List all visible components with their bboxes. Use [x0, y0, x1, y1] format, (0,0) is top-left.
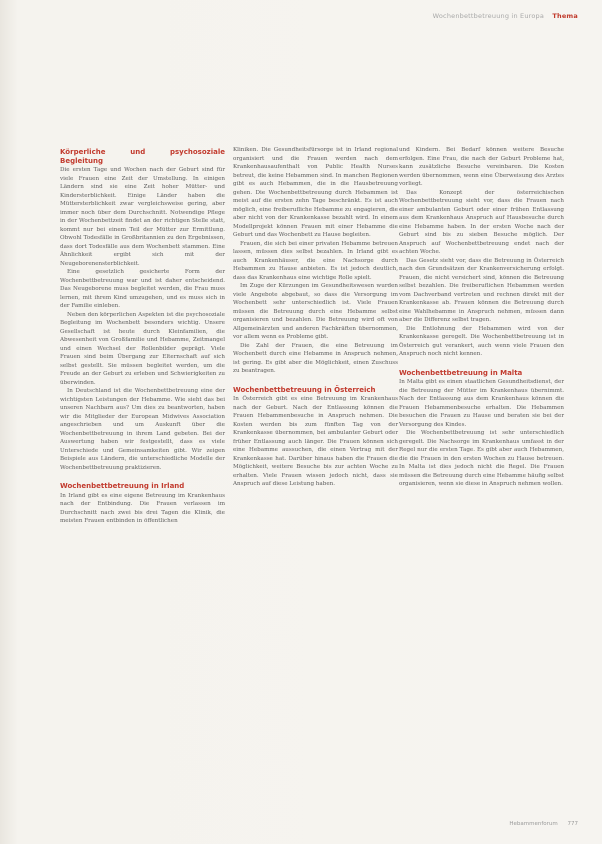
footer-journal: Hebammenforum	[509, 821, 558, 827]
section-heading-oesterreich: Wochenbettbetreuung in Österreich	[233, 385, 376, 394]
paragraph: Die Wochenbettbetreuung ist sehr unterschiedlich geregelt. Die Nachsorge im Krankenhaus umfasst in der Regel nur die ersten Tage. Es gibt aber auch Hebammen, die die Frauen in den ersten Wochen zu Hause betreuen. In Malta ist dies jedoch nicht die Regel. Die Frauen müssen die Betreuung durch eine Hebamme häufig selbst organisieren, wenn sie diese in Anspruch nehmen wollen.	[399, 430, 564, 487]
column-1	[60, 148, 225, 526]
running-head	[433, 12, 578, 20]
paragraph: Das Konzept der österreichischen Wochenbettbetreuung sieht vor, dass die Frauen nach einer ambulanten Geburt oder einer frühen Entlassung aus dem Krankenhaus Anspruch auf Hausbesuche durch eine Hebamme haben. In der ersten Woche nach der Geburt sind bis zu sieben Besuche möglich. Der Anspruch auf Wochenbettbetreuung endet nach der achten Woche.	[399, 189, 564, 255]
page-number: 777	[567, 821, 578, 827]
paragraph: Frauen, die sich bei einer privaten Hebamme betreuen lassen, müssen dies selbst bezahlen. In Irland gibt es auch Krankenhäuser, die eine Nachsorge durch Hebammen zu Hause anbieten. Es ist jedoch deutlich, dass das Krankenhaus eine wichtige Rolle spielt.	[233, 240, 398, 281]
section-heading-begleitung: Körperliche und psychosoziale Begleitung	[60, 148, 225, 165]
paragraph: Neben den körperlichen Aspekten ist die psychosoziale Begleitung im Wochenbett besonders wichtig. Unsere Gesellschaft ist heute durch Kleinfamilien, die Abwesenheit von Großfamilie und Hebamme, Zeitmangel und einen Wechsel der Rollenbilder geprägt. Viele Frauen sind beim Übergang zur Elternschaft auf sich selbst gestellt. Sie müssen begleitet werden, um die Freude an der Geburt zu erleben und Schwierigkeiten zu überwinden.	[60, 311, 225, 386]
running-head-title: Wochenbettbetreuung in Europa	[432, 12, 545, 20]
paragraph: Kliniken. Die Gesundheitsfürsorge ist in Irland regional organisiert und die Frauen werden nach dem Krankenhausaufenthalt von Public Health Nurses betreut, die keine Hebammen sind. In manchen Regionen gibt es auch Hebammen, die in die Hausbetreuung gehen. Die Wochenbettbetreuung durch Hebammen ist meist auf die ersten zehn Tage beschränkt. Es ist auch möglich, eine freiberufliche Hebamme zu engagieren, die aber nicht von der Krankenkasse bezahlt wird. In einem Modellprojekt können Frauen mit einer Hebamme die Geburt und das Wochenbett zu Hause begleiten.	[233, 147, 398, 238]
paragraph: In Deutschland ist die Wochenbettbetreuung eine der wichtigsten Leistungen der Hebamme. Wie sieht das bei unseren Nachbarn aus? Um dies zu beantworten, haben wir die Mitglieder der European Midwives Association angeschrieben und um Auskunft über die Wochenbettbetreuung in ihrem Land gebeten. Bei der Auswertung haben wir festgestellt, dass es viele Unterschiede und Gemeinsamkeiten gibt. Wir zeigen Beispiele aus Ländern, die unterschiedliche Modelle der Wochenbettbetreuung praktizieren.	[60, 388, 225, 471]
paragraph: In Malta gibt es einen staatlichen Gesundheitsdienst, der die Betreuung der Mütter im Krankenhaus übernimmt. Nach der Entlassung aus dem Krankenhaus können die Frauen Hebammenbesuche erhalten. Die Hebammen besuchen die Frauen zu Hause und beraten sie bei der Versorgung des Kindes.	[399, 379, 564, 428]
running-head-section: Thema	[552, 12, 578, 20]
page-footer	[509, 821, 578, 827]
paragraph: In Irland gibt es eine eigene Betreuung im Krankenhaus nach der Entbindung. Die Frauen verlassen im Durchschnitt nach zwei bis drei Tagen die Klinik, die meisten Frauen entbinden in öffentlichen	[60, 492, 225, 524]
paragraph: Die Entlohnung der Hebammen wird von der Krankenkasse geregelt. Die Wochenbettbetreuung ist in Österreich gut verankert, auch wenn viele Frauen den Anspruch noch nicht kennen.	[399, 325, 564, 357]
paragraph: Die ersten Tage und Wochen nach der Geburt sind für viele Frauen eine Zeit der Umstellung. In einigen Ländern sind sie eine Zeit hoher Mütter- und Kindersterblichkeit. Einige Länder haben die Müttersterblichkeit zwar vergleichsweise gering, aber immer noch über dem Durchschnitt. Notwendige Pflege in der Wochenbettzeit findet an der richtigen Stelle statt, kommt nur bei einem Teil der Mütter zur Ermittlung. Obwohl Todesfälle in Großbritannien zu den Ergebnissen, dass dort Todesfälle aus dem Wochenbett stammen. Eine Ähnlichkeit ergibt sich mit der Neugeborenensterblichkeit.	[60, 167, 225, 267]
section-heading-malta: Wochenbettbetreuung in Malta	[399, 368, 523, 377]
paragraph: und Kindern. Bei Bedarf können weitere Besuche erfolgen. Eine Frau, die nach der Geburt Probleme hat, kann zusätzliche Besuche vereinbaren. Die Kosten werden übernommen, wenn eine Überweisung des Arztes vorliegt.	[399, 147, 564, 187]
paragraph: Das Gesetz sieht vor, dass die Betreuung in Österreich nach den Grundsätzen der Krankenversicherung erfolgt. Frauen, die nicht versichert sind, können die Betreuung selbst bezahlen. Die freiberuflichen Hebammen werden vom Dachverband vertreten und rechnen direkt mit der Krankenkasse ab. Frauen können die Betreuung durch eine Wahlhebamme in Anspruch nehmen, müssen dann aber die Differenz selbst tragen.	[399, 257, 564, 323]
column-3	[399, 146, 564, 489]
paragraph: Eine gesetzlich gesicherte Form der Wochenbettbetreuung war und ist daher entscheidend. Das Neugeborene muss begleitet werden, die Frau muss lernen, mit ihrem Kind umzugehen, und es muss sich in der Familie einleben.	[60, 269, 225, 309]
paragraph: Die Zahl der Frauen, die eine Betreuung im Wochenbett durch eine Hebamme in Anspruch nehmen, ist gering. Es gibt aber die Möglichkeit, einen Zuschuss zu beantragen.	[233, 342, 398, 374]
column-2	[233, 146, 398, 489]
paragraph: Im Zuge der Kürzungen im Gesundheitswesen wurden viele Angebote abgebaut, so dass die Versorgung im Wochenbett sehr unterschiedlich ist. Viele Frauen müssen die Betreuung durch eine Hebamme selbst organisieren und bezahlen. Die Betreuung wird oft von Allgemeinärzten und anderen Fachkräften übernommen, vor allem wenn es Probleme gibt.	[233, 283, 398, 340]
section-heading-irland: Wochenbettbetreuung in Irland	[60, 482, 185, 490]
paragraph: In Österreich gibt es eine Betreuung im Krankenhaus nach der Geburt. Nach der Entlassung können die Frauen Hebammenbesuche in Anspruch nehmen. Die Kosten werden bis zum fünften Tag von der Krankenkasse übernommen, bei ambulanter Geburt oder früher Entlassung auch länger. Die Frauen können sich eine Hebamme aussuchen, die einen Vertrag mit der Krankenkasse hat. Darüber hinaus haben die Frauen die Möglichkeit, weitere Besuche bis zur achten Woche zu erhalten. Viele Frauen wissen jedoch nicht, dass sie Anspruch auf diese Leistung haben.	[233, 396, 398, 487]
